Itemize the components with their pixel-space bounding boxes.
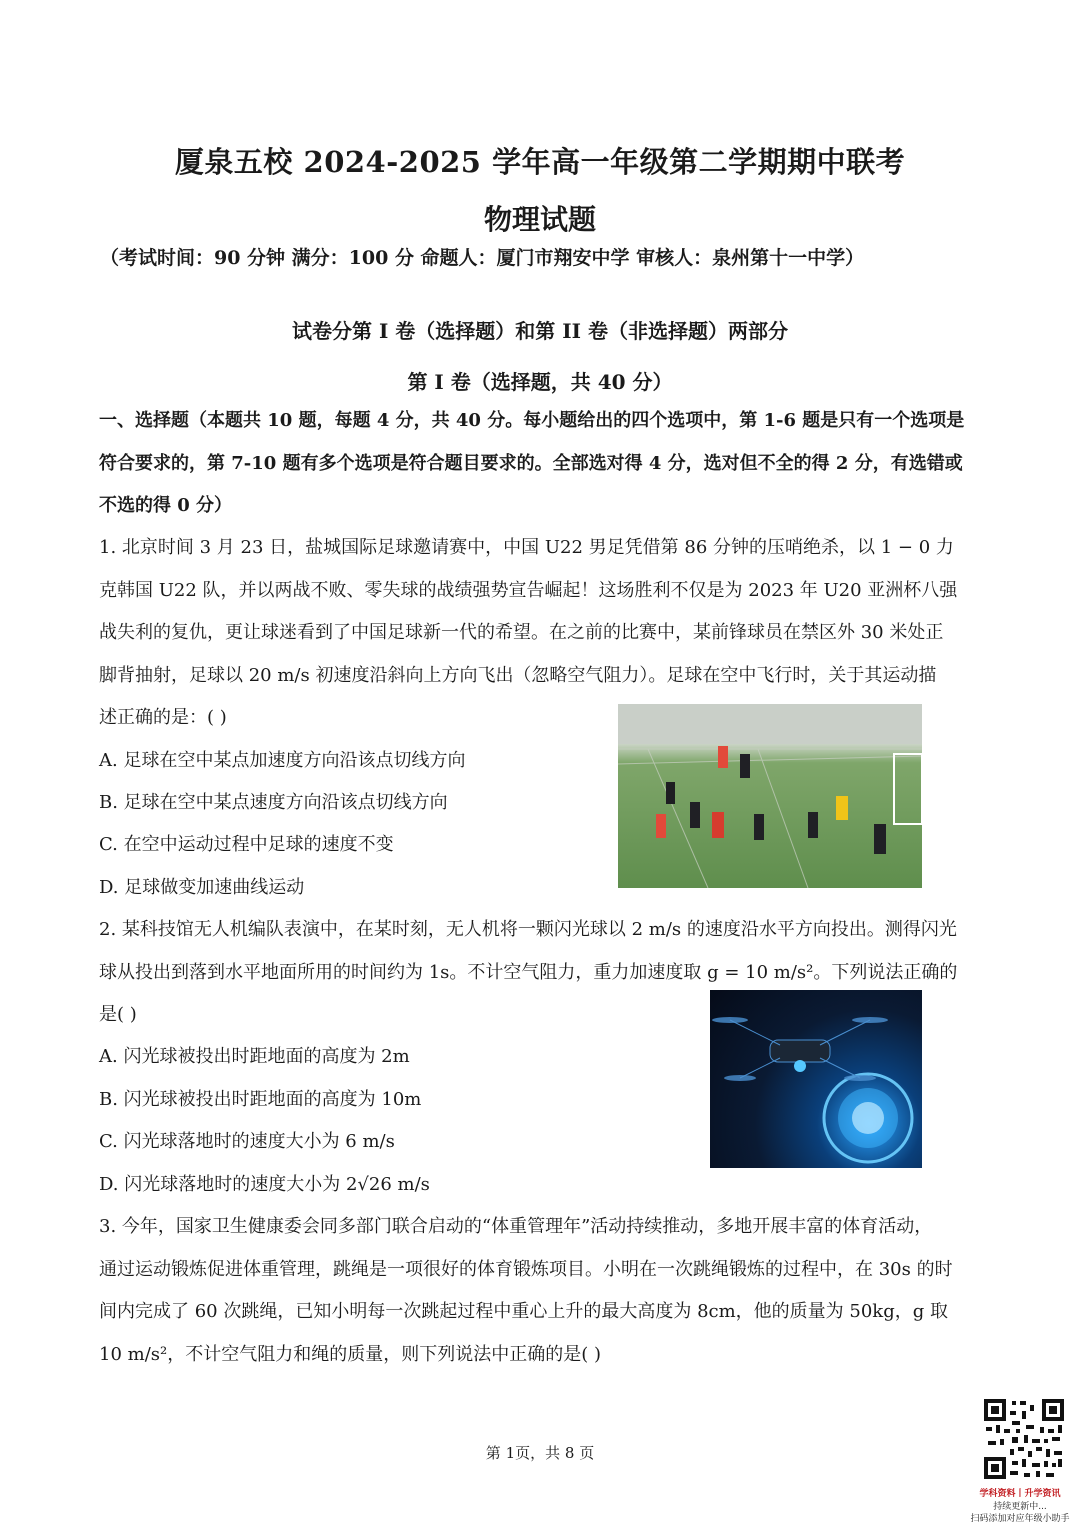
page-number: 第 1页，共 8 页 bbox=[485, 1444, 595, 1462]
question-1-stem: 战失利的复仇，更让球迷看到了中国足球新一代的希望。在之前的比赛中，某前锋球员在禁区外 30 米处正 bbox=[99, 622, 944, 643]
question-3-stem: 3. 今年，国家卫生健康委会同多部门联合启动的“体重管理年”活动持续推动，多地开展丰富的体育活动， bbox=[99, 1216, 933, 1237]
instructions-line: 符合要求的，第 7-10 题有多个选项是符合题目要求的。全部选对得 4 分，选对但不全的得 2 分，有选错或 bbox=[99, 453, 963, 474]
question-2-option-c: C. 闪光球落地时的速度大小为 6 m/s bbox=[99, 1131, 395, 1152]
qr-caption-status: 持续更新中... bbox=[993, 1502, 1047, 1512]
question-2-option-d: D. 闪光球落地时的速度大小为 2√26 m/s bbox=[99, 1174, 430, 1195]
question-3-stem: 通过运动锻炼促进体重管理，跳绳是一项很好的体育锻炼项目。小明在一次跳绳锻炼的过程中，在 30s 的时 bbox=[99, 1259, 953, 1280]
instructions-line: 一、选择题（本题共 10 题，每题 4 分，共 40 分。每小题给出的四个选项中，第 1-6 题是只有一个选项是 bbox=[99, 410, 965, 431]
drone-photo bbox=[710, 990, 922, 1168]
question-2-option-a: A. 闪光球被投出时距地面的高度为 2m bbox=[99, 1046, 410, 1067]
qr-caption-instruction: 扫码添加对应年级小助手 bbox=[970, 1514, 1070, 1524]
question-1-stem: 脚背抽射，足球以 20 m/s 初速度沿斜向上方向飞出（忽略空气阻力）。足球在空中飞行时，关于其运动描 bbox=[99, 665, 937, 686]
qr-code[interactable] bbox=[982, 1397, 1066, 1481]
question-3-stem: 10 m/s²，不计空气阻力和绳的质量，则下列说法中正确的是( ) bbox=[99, 1344, 601, 1365]
question-2-stem: 是( ) bbox=[99, 1004, 137, 1025]
soccer-scene-illustration bbox=[618, 704, 922, 888]
part-one-heading: 第 I 卷（选择题，共 40 分） bbox=[407, 370, 673, 394]
qr-code-icon bbox=[982, 1397, 1066, 1481]
subject-title: 物理试题 bbox=[483, 203, 596, 236]
question-1-option-c: C. 在空中运动过程中足球的速度不变 bbox=[99, 834, 394, 855]
exam-meta: （考试时间：90 分钟 满分：100 分 命题人：厦门市翔安中学 审核人：泉州第十一中学） bbox=[100, 247, 865, 269]
question-1-option-d: D. 足球做变加速曲线运动 bbox=[99, 877, 305, 898]
question-2-stem: 2. 某科技馆无人机编队表演中，在某时刻，无人机将一颗闪光球以 2 m/s 的速度沿水平方向投出。测得闪光 bbox=[99, 919, 957, 940]
question-1-stem: 述正确的是：( ) bbox=[99, 707, 227, 728]
drone-illustration bbox=[710, 990, 922, 1168]
soccer-match-photo bbox=[618, 704, 922, 888]
paper-structure: 试卷分第 I 卷（选择题）和第 II 卷（非选择题）两部分 bbox=[292, 319, 788, 343]
question-2-stem: 球从投出到落到水平地面所用的时间约为 1s。不计空气阻力，重力加速度取 g = 10 m/s²。下列说法正确的 bbox=[99, 962, 958, 983]
question-1-stem: 1. 北京时间 3 月 23 日，盐城国际足球邀请赛中，中国 U22 男足凭借第 86 分钟的压哨绝杀，以 1 − 0 力 bbox=[99, 537, 954, 558]
instructions-line: 不选的得 0 分） bbox=[99, 495, 233, 516]
exam-title: 厦泉五校 2024-2025 学年高一年级第二学期期中联考 bbox=[174, 145, 906, 179]
question-1-stem: 克韩国 U22 队，并以两战不败、零失球的战绩强势宣告崛起！这场胜利不仅是为 2023 年 U20 亚洲杯八强 bbox=[99, 580, 958, 601]
question-1-option-a: A. 足球在空中某点加速度方向沿该点切线方向 bbox=[99, 750, 466, 771]
question-1-option-b: B. 足球在空中某点速度方向沿该点切线方向 bbox=[99, 792, 448, 813]
question-3-stem: 间内完成了 60 次跳绳，已知小明每一次跳起过程中重心上升的最大高度为 8cm，他的质量为 50kg，g 取 bbox=[99, 1301, 948, 1322]
qr-caption-title: 学科资料丨升学资讯 bbox=[979, 1489, 1061, 1499]
question-2-option-b: B. 闪光球被投出时距地面的高度为 10m bbox=[99, 1089, 422, 1110]
